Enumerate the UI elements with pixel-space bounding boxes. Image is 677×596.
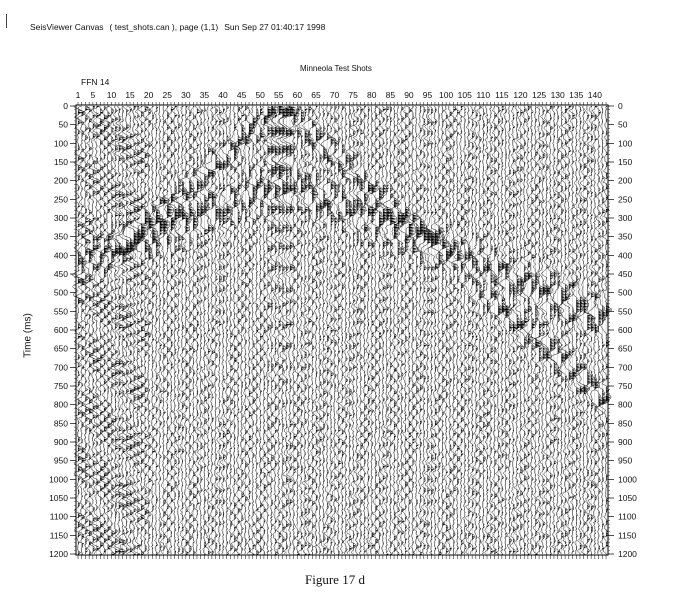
y-tick-label-left: 450 xyxy=(53,269,68,279)
x-tick-label: 1 xyxy=(75,90,81,100)
y-tick-label-right: 800 xyxy=(618,399,633,410)
y-tick-label-right: 700 xyxy=(618,362,633,373)
y-tick-label-right: 1050 xyxy=(618,493,637,503)
y-tick-label-left: 1000 xyxy=(49,474,68,485)
y-tick-label-right: 200 xyxy=(618,175,633,186)
x-tick-label: 95 xyxy=(422,90,433,100)
y-tick-label-left: 1200 xyxy=(49,549,68,559)
y-tick-label-right: 1100 xyxy=(618,511,637,522)
y-tick-label-left: 400 xyxy=(53,250,68,261)
y-tick-label-right: 250 xyxy=(618,194,633,205)
y-tick-label-left: 350 xyxy=(53,231,68,242)
y-tick-label-right: 350 xyxy=(618,231,633,242)
y-tick-label-right: 1200 xyxy=(618,549,637,559)
y-tick-label-left: 900 xyxy=(53,437,68,447)
x-tick-label: 15 xyxy=(125,90,135,100)
x-tick-label: 35 xyxy=(199,90,210,100)
file-info: ( test_shots.can ), page (1,1) xyxy=(109,22,219,32)
x-tick-label: 45 xyxy=(236,90,247,100)
x-tick-label: 140 xyxy=(587,90,602,100)
y-tick-label-left: 600 xyxy=(53,325,68,335)
y-tick-label-left: 550 xyxy=(53,306,68,317)
y-tick-label-right: 50 xyxy=(618,119,628,130)
y-tick-label-left: 150 xyxy=(53,157,68,167)
x-tick-label: 80 xyxy=(367,90,377,100)
y-tick-label-left: 650 xyxy=(53,343,68,354)
x-tick-label: 125 xyxy=(531,90,547,100)
x-tick-label: 135 xyxy=(569,90,584,100)
plot-title: Minneola Test Shots xyxy=(300,64,372,73)
y-tick-label-right: 300 xyxy=(618,213,633,223)
x-tick-label: 65 xyxy=(311,90,321,100)
timestamp: Sun Sep 27 01:40:17 1998 xyxy=(224,22,326,32)
y-tick-label-left: 300 xyxy=(53,213,68,223)
y-tick-label-left: 750 xyxy=(53,381,68,391)
y-tick-label-right: 1150 xyxy=(618,530,637,541)
y-tick-label-right: 450 xyxy=(618,269,633,279)
x-tick-label: 110 xyxy=(476,90,491,100)
y-tick-label-right: 600 xyxy=(618,325,633,335)
y-tick-label-left: 50 xyxy=(58,119,68,130)
y-tick-label-left: 250 xyxy=(53,194,68,205)
y-tick-label-right: 400 xyxy=(618,250,633,261)
y-tick-label-left: 1100 xyxy=(49,511,68,522)
y-tick-label-left: 200 xyxy=(53,175,68,186)
y-tick-label-right: 850 xyxy=(618,418,633,429)
x-tick-label: 60 xyxy=(292,90,303,100)
x-tick-label: 115 xyxy=(495,90,509,100)
x-tick-label: 75 xyxy=(348,90,358,100)
x-tick-label: 130 xyxy=(550,90,565,100)
y-tick-label-left: 800 xyxy=(53,399,68,410)
y-tick-label-left: 950 xyxy=(53,455,68,466)
trace-header-label: FFN 14 xyxy=(81,77,110,87)
y-tick-label-left: 1050 xyxy=(49,493,68,503)
x-tick-label: 10 xyxy=(106,90,117,100)
y-axis-label: Time (ms) xyxy=(22,313,34,358)
y-tick-label-left: 500 xyxy=(53,287,68,298)
y-tick-label-left: 850 xyxy=(53,418,68,429)
x-tick-label: 5 xyxy=(90,90,96,100)
app-name: SeisViewer Canvas xyxy=(30,22,104,32)
x-tick-label: 105 xyxy=(457,90,472,100)
x-tick-label: 100 xyxy=(439,90,454,100)
y-tick-label-right: 550 xyxy=(618,306,633,317)
y-tick-label-right: 900 xyxy=(618,437,633,447)
figure-caption: Figure 17 d xyxy=(305,572,365,587)
y-tick-label-left: 0 xyxy=(63,101,68,111)
x-tick-label: 70 xyxy=(329,90,340,100)
x-tick-label: 120 xyxy=(513,90,528,100)
x-tick-label: 25 xyxy=(162,90,172,100)
y-tick-label-right: 100 xyxy=(618,138,633,149)
y-tick-label-left: 1150 xyxy=(49,530,68,541)
y-tick-label-right: 0 xyxy=(618,101,623,111)
x-tick-label: 50 xyxy=(255,90,265,100)
x-tick-label: 30 xyxy=(181,90,191,100)
y-tick-label-right: 750 xyxy=(618,381,633,391)
y-tick-label-right: 950 xyxy=(618,455,633,466)
x-tick-label: 85 xyxy=(385,90,396,100)
x-tick-label: 20 xyxy=(143,90,154,100)
y-tick-label-right: 1000 xyxy=(618,474,637,485)
y-tick-label-right: 650 xyxy=(618,343,633,354)
y-tick-label-right: 150 xyxy=(618,157,633,167)
y-tick-label-left: 100 xyxy=(53,138,68,149)
x-tick-label: 40 xyxy=(218,90,228,100)
x-tick-label: 55 xyxy=(274,90,284,100)
y-tick-label-right: 500 xyxy=(618,287,633,298)
y-tick-label-left: 700 xyxy=(53,362,68,373)
x-tick-label: 90 xyxy=(404,90,414,100)
